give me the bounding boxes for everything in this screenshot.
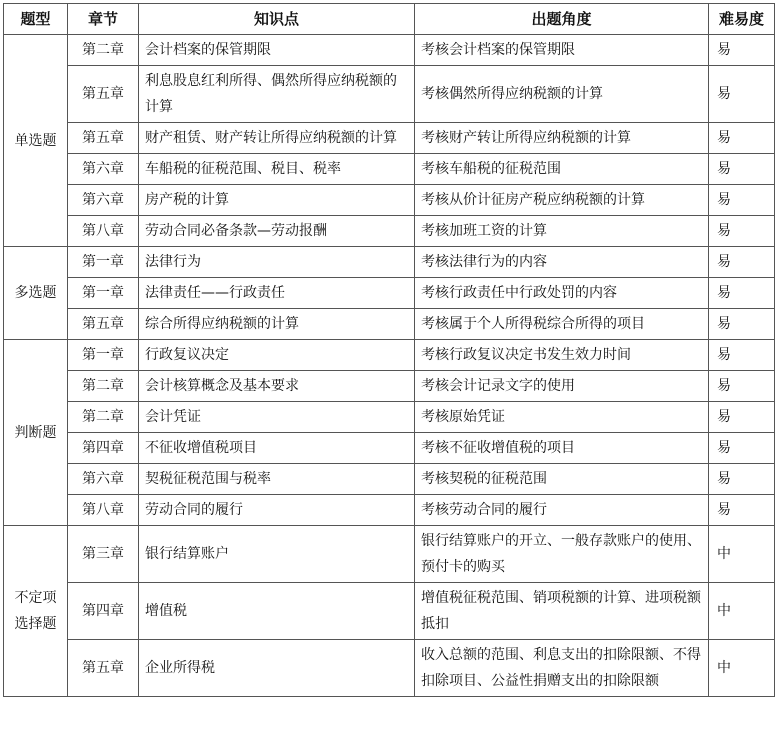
table-row [4,371,775,402]
table-row [4,216,775,247]
angle-cell: 考核加班工资的计算 [415,216,709,247]
table-row [4,66,775,123]
question-type-cell: 不定项选择题 [4,526,68,697]
difficulty-cell: 易 [709,66,775,123]
question-type-cell: 判断题 [4,340,68,526]
angle-cell: 考核契税的征税范围 [415,464,709,495]
chapter-cell: 第八章 [68,216,139,247]
difficulty-cell: 中 [709,526,775,583]
table-row [4,185,775,216]
table-row [4,526,775,583]
question-type-cell: 单选题 [4,35,68,247]
table-row [4,278,775,309]
difficulty-cell: 易 [709,35,775,66]
table-row [4,247,775,278]
chapter-cell: 第一章 [68,278,139,309]
angle-cell: 考核财产转让所得应纳税额的计算 [415,123,709,154]
knowledge-cell: 法律责任——行政责任 [139,278,415,309]
difficulty-cell: 易 [709,495,775,526]
table-row [4,640,775,697]
knowledge-cell: 劳动合同的履行 [139,495,415,526]
chapter-cell: 第四章 [68,583,139,640]
chapter-cell: 第五章 [68,66,139,123]
chapter-cell: 第五章 [68,640,139,697]
difficulty-cell: 易 [709,433,775,464]
table-header-row [4,4,775,35]
header-chapter: 章节 [68,4,139,35]
angle-cell: 考核会计档案的保管期限 [415,35,709,66]
knowledge-cell: 银行结算账户 [139,526,415,583]
difficulty-cell: 易 [709,154,775,185]
knowledge-cell: 财产租赁、财产转让所得应纳税额的计算 [139,123,415,154]
knowledge-cell: 法律行为 [139,247,415,278]
knowledge-cell: 会计核算概念及基本要求 [139,371,415,402]
knowledge-cell: 利息股息红利所得、偶然所得应纳税额的计算 [139,66,415,123]
knowledge-cell: 企业所得税 [139,640,415,697]
angle-cell: 考核从价计征房产税应纳税额的计算 [415,185,709,216]
difficulty-cell: 易 [709,247,775,278]
difficulty-cell: 易 [709,340,775,371]
angle-cell: 考核劳动合同的履行 [415,495,709,526]
knowledge-cell: 综合所得应纳税额的计算 [139,309,415,340]
chapter-cell: 第四章 [68,433,139,464]
angle-cell: 考核法律行为的内容 [415,247,709,278]
difficulty-cell: 易 [709,123,775,154]
header-difficulty: 难易度 [709,4,775,35]
chapter-cell: 第一章 [68,340,139,371]
knowledge-cell: 契税征税范围与税率 [139,464,415,495]
header-angle: 出题角度 [415,4,709,35]
chapter-cell: 第二章 [68,35,139,66]
chapter-cell: 第二章 [68,371,139,402]
difficulty-cell: 易 [709,464,775,495]
header-type: 题型 [4,4,68,35]
angle-cell: 考核属于个人所得税综合所得的项目 [415,309,709,340]
angle-cell: 考核偶然所得应纳税额的计算 [415,66,709,123]
table-row [4,340,775,371]
table-row [4,464,775,495]
angle-cell: 银行结算账户的开立、一般存款账户的使用、预付卡的购买 [415,526,709,583]
chapter-cell: 第六章 [68,154,139,185]
knowledge-cell: 车船税的征税范围、税目、税率 [139,154,415,185]
angle-cell: 增值税征税范围、销项税额的计算、进项税额抵扣 [415,583,709,640]
knowledge-cell: 增值税 [139,583,415,640]
difficulty-cell: 中 [709,583,775,640]
difficulty-cell: 易 [709,402,775,433]
angle-cell: 考核行政复议决定书发生效力时间 [415,340,709,371]
question-type-cell: 多选题 [4,247,68,340]
knowledge-cell: 不征收增值税项目 [139,433,415,464]
chapter-cell: 第三章 [68,526,139,583]
chapter-cell: 第六章 [68,185,139,216]
table-row [4,495,775,526]
chapter-cell: 第八章 [68,495,139,526]
table-row [4,35,775,66]
exam-knowledge-table [3,3,775,697]
difficulty-cell: 易 [709,371,775,402]
angle-cell: 考核会计记录文字的使用 [415,371,709,402]
table-row [4,154,775,185]
angle-cell: 考核原始凭证 [415,402,709,433]
header-knowledge: 知识点 [139,4,415,35]
angle-cell: 收入总额的范围、利息支出的扣除限额、不得扣除项目、公益性捐赠支出的扣除限额 [415,640,709,697]
table-row [4,123,775,154]
difficulty-cell: 易 [709,278,775,309]
knowledge-cell: 会计凭证 [139,402,415,433]
chapter-cell: 第一章 [68,247,139,278]
table-row [4,402,775,433]
angle-cell: 考核不征收增值税的项目 [415,433,709,464]
knowledge-cell: 劳动合同必备条款—劳动报酬 [139,216,415,247]
table-row [4,309,775,340]
table-row [4,583,775,640]
knowledge-cell: 房产税的计算 [139,185,415,216]
table-row [4,433,775,464]
difficulty-cell: 易 [709,309,775,340]
difficulty-cell: 易 [709,185,775,216]
difficulty-cell: 易 [709,216,775,247]
knowledge-cell: 行政复议决定 [139,340,415,371]
angle-cell: 考核车船税的征税范围 [415,154,709,185]
chapter-cell: 第五章 [68,123,139,154]
chapter-cell: 第五章 [68,309,139,340]
difficulty-cell: 中 [709,640,775,697]
knowledge-cell: 会计档案的保管期限 [139,35,415,66]
chapter-cell: 第二章 [68,402,139,433]
angle-cell: 考核行政责任中行政处罚的内容 [415,278,709,309]
chapter-cell: 第六章 [68,464,139,495]
